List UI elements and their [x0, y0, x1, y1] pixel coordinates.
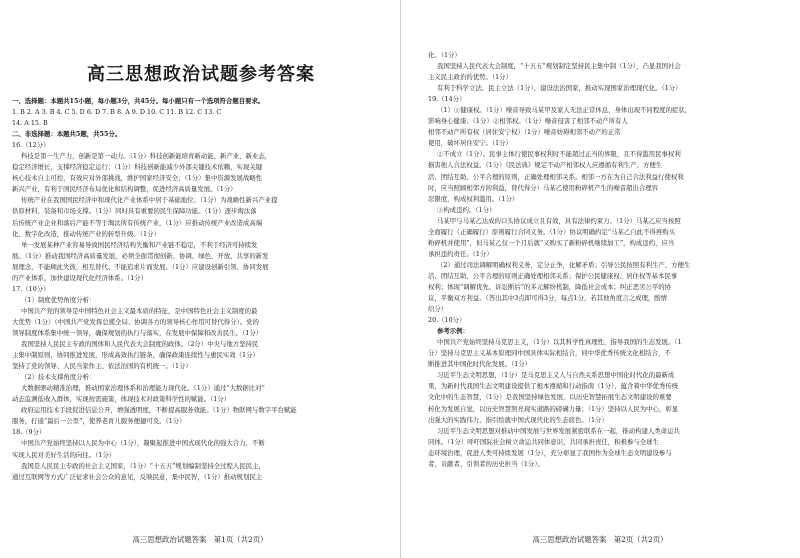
text-line: 供原材料、装备和市场支撑。（1分）同时具有重要的民生保障功能。（1分）逐步淘汰落 — [12, 207, 257, 216]
text-line: 同体。（1分）呼吁国际社会树立命运共同体意识，共同承担责任，积极参与全球生 — [428, 437, 659, 446]
text-line: 马某甲与马某乙达成的口头协议成立且有效，具有法律约束力。（1分）马某乙应当按照 — [437, 216, 681, 225]
text-line: 议，平衡双方利益。（答出其中3点即可得3分，每点1分，若其他角度言之成理，酌情 — [428, 294, 668, 303]
text-line: 主集中制原则，协同推进发展，形成高效执行链条，确保政策连续性与惠民实效（1分） — [12, 351, 259, 360]
text-line: 18.（9分） — [12, 428, 46, 437]
page-title: 高三思想政治试题参考答案 — [87, 64, 315, 85]
text-line: 相邻不动产所有权（居住安宁权）（1分）噪音妨碍相邻不动产的正常 — [428, 128, 621, 137]
text-line: 政府运用技术手段促进信息公开，增强透明度，不断提高服务效能。（1分）物联网与数字平台赋能 — [21, 406, 297, 415]
text-line: 活、团结互助、公平合理的原则正确处理相邻关系；保护公民健康权、居住权等基本民事 — [428, 271, 678, 280]
text-line: 使用，破坏居住安宁。（1分） — [428, 139, 512, 148]
text-line: 我国坚持人民代表大会制度，“十五五”规划制定坚持民主集中制（1分），凸显我国社会 — [437, 62, 681, 71]
text-line: 忍限度，构成权利滥用。（1分） — [428, 194, 519, 203]
text-line: ②不成立（1分）。民事主体行使民事权利时不能超过正当的界限，且不得滥用民事权利 — [437, 150, 681, 159]
text-line: 承担违约责任。（1分） — [428, 249, 493, 258]
page1-footer: 高三思想政治试题答案 第1页（共2页） — [132, 535, 268, 544]
text-line: 展。（1分）推动我国经济高质量发展，必须全面贯彻创新、协调、绿色、开放、共享的新发 — [12, 251, 269, 260]
page1-lines — [12, 96, 390, 483]
text-line: 主义民主政治的优势。（1分） — [428, 73, 512, 82]
text-line: 全面履行（正确履行）原则履行合同义务。（1分）协议明确约定“马某乙自此不得再购买 — [428, 227, 675, 236]
text-line: 一、选择题：本题共15小题，每小题3分，共45分。每小题只有一个选项符合题目要求。 — [12, 97, 265, 105]
text-line: 20.（10分） — [428, 316, 466, 325]
page2-footer: 高三思想政治试题答案 第2页（共2页） — [532, 535, 668, 544]
text-line: 影响身心健康；（1分）②相邻权。（1分）噪音侵害了相邻不动产所有人 — [428, 117, 628, 126]
text-line: 传统产业在我国国民经济中和现代化产业体系中居于基础地位；（1分）为战略性新兴产业提 — [21, 196, 278, 205]
text-line: ③构成违约。（1分） — [437, 205, 496, 214]
page1-content — [12, 6, 390, 532]
text-line: 化、数字化改造，推动传统产业的转型升级。（1分） — [12, 229, 160, 238]
text-line: 我国是人民民主专政的社会主义国家，（1分）“十五五”规划编制坚持全过程人民民主， — [21, 461, 265, 470]
text-line: 参考示例： — [437, 327, 469, 336]
text-line: 后传统产业企业和落后产能不等于淘汰所有传统产业，（1分）应推动传统产业改造成高端 — [12, 218, 263, 227]
text-line: 科技是第一生产力，创新是第一动力。（1分）科技创新能培育新动能、新产业、新业态， — [21, 152, 272, 161]
text-line: 我国坚持人民民主专政的国体和人民代表大会制度的政体。（2分）中央与地方坚持民 — [21, 340, 259, 349]
text-line: 权利；体现“调解优先、诉讼断后”的多元解纷机制，降低社会成本；纠正恶劣公平的协 — [428, 282, 671, 291]
text-line: 中国共产党始终坚持以人民为中心（1分），凝聚起推进中国式现代化的强大合力，不断 — [21, 439, 265, 448]
text-line: 态环境治理，促进人类可持续发展（1分），充分彰显了我国作为全球生态文明建设参与 — [428, 448, 672, 457]
answer-page-2 — [400, 0, 800, 558]
page2-content — [428, 50, 792, 532]
text-line: （1）①健康权。（1分）噪音导致马某甲及家人无法正常休息，身体出现不同程度的症状， — [437, 106, 692, 115]
text-line: 17.（10分） — [12, 284, 50, 293]
text-line: 中国共产党的领导是中国特色社会主义最本质的特征，是中国特色社会主义制度的最 — [21, 306, 258, 315]
text-line: 中国共产党始终坚持马克思主义，（1分）以其科学性真理性，指导我国的生态发展。（1 — [437, 338, 682, 347]
text-line: 的产业体系，加快建设现代化经济体系。（1分） — [12, 273, 148, 282]
text-line: 14. A 15. B — [12, 119, 48, 128]
text-line: 动态监测低收入群体，实现按需施策，体现技术对政策科学性的赋能。（1分） — [12, 395, 231, 404]
text-line: （1）制度优势角度分析： — [21, 295, 96, 304]
text-line: 二、非选择题：本题共5题，共55分。 — [12, 130, 122, 139]
text-line: 稳定经济增长，支撑经济稳定运行；（1分）科技创新能减少外部关键技术依赖，实现关键 — [12, 163, 263, 172]
text-line: 核心技术自主可控，有效应对外部挑战，维护国家经济安全；（1分）集中资源发展战略性 — [12, 174, 263, 183]
text-line: 实现人民对美好生活的向往。（1分） — [12, 450, 116, 459]
text-line: 大数据驱动精准治理，推动国家治理体系和治理能力现代化。（1分）通过“大数据比对” — [21, 384, 265, 393]
text-line: 服务，打通“最后一公里”，使养老育儿服务便捷可及。（1分） — [12, 417, 186, 426]
text-line: 转化为发展自觉，以历史智慧照亮现实道路的磅礴力量；（1分）坚持以人民为中心，彰显 — [428, 404, 679, 413]
text-line: 活、团结互助、公平合理的原则，正确处理相邻关系。相邻一方在为自己合法利益行使权利 — [428, 172, 684, 181]
text-line: 大优势（1分）（中国共产党发挥总揽全局、协调各方的领导核心作用可替代得分）。党的 — [12, 317, 259, 326]
text-line: 领导制度体系集中统一领导，确保规划的执行与落实，在发展中保障和改善民生。（1分） — [12, 328, 263, 337]
text-line: 习近平生态文明思想对推动中国发展与世界发展紧密联系在一起，推动构建人类命运共 — [437, 426, 680, 435]
text-line: 16.（12分） — [12, 141, 50, 150]
text-line: 有利于科学立法、民主立法（1分），建设法治国家，推动实现国家治理现代化。（1分） — [437, 84, 682, 93]
text-line: 文化中的生态智慧，（1分）是我国坚持绿色发展，以历史智慧拓展生态文明建设的重要 — [428, 393, 672, 402]
text-line: 分）坚持马克思主义基本原理同中国具体实际相结合，同中华优秀传统文化相结合，不 — [428, 349, 671, 358]
text-line: 习近平生态文明思想，（1分）是马克思主义人与自然关系思想中国化时代化的最新成 — [437, 371, 675, 380]
text-line: 化。（1分） — [428, 51, 461, 59]
text-line: 粉碎机并使用”，但马某乙仅一个月后就“又购买了新粉碎机继续加工”，构成违约，应当 — [428, 238, 675, 247]
text-line: 通过互联网等方式广泛征求社会公众的意见，反映民意，集中民智，（1分）推动规划民主 — [12, 472, 263, 481]
text-line: 给分） — [428, 305, 448, 314]
text-line: 1. B 2. A 3. B 4. C 5. D 6. D 7. B 8. A 9. D 10. C 11. B 12. C 13. C — [12, 108, 222, 117]
text-line: 损害他人合法权益。（1分）《民法典》规定不动产相邻权人应遵循有利生产、方便生 — [428, 161, 663, 170]
text-line: 新兴产业，有利于国民经济布局优化和结构调整，促进经济高质量发展。（1分） — [12, 185, 237, 194]
text-line: （2）技术支撑角度分析： — [21, 373, 96, 382]
text-line: 坚持了党的领导、人民当家作主、依法治国的有机统一。（1分） — [12, 362, 192, 371]
page2-lines — [428, 50, 792, 470]
text-line: 者、贡献者、引领者的历史担当（1分）。 — [428, 459, 544, 468]
text-line: 19.（14分） — [428, 95, 466, 104]
text-line: （2）通过司法调解明确权利义务，定分止争，化解矛盾；引导公民按照有利生产、方便生 — [437, 260, 691, 269]
text-line: 出强大的实践伟力，指引绘就中国式现代化的生态底色。（1分） — [428, 415, 608, 424]
text-line: 时，应当照顾相邻方的利益，替代得分）马某乙使用粉碎机产生的噪音超出合理容 — [428, 183, 659, 192]
text-line: 断推进其中国化时代化发展。（1分） — [428, 360, 532, 369]
text-line: 果，为新时代我国生态文明建设提供了根本遵循和行动指南（1分），蕴含着中华优秀传统 — [428, 382, 679, 391]
text-line: 单一发展某种产业容易导致国民经济结构失衡和产业链不稳定，不利于经济可持续发 — [21, 240, 258, 249]
text-line: 展理念，不能顾此失彼，相互替代、不能追求片面发展。（1分）应建设创新引领、协同发展 — [12, 262, 269, 271]
